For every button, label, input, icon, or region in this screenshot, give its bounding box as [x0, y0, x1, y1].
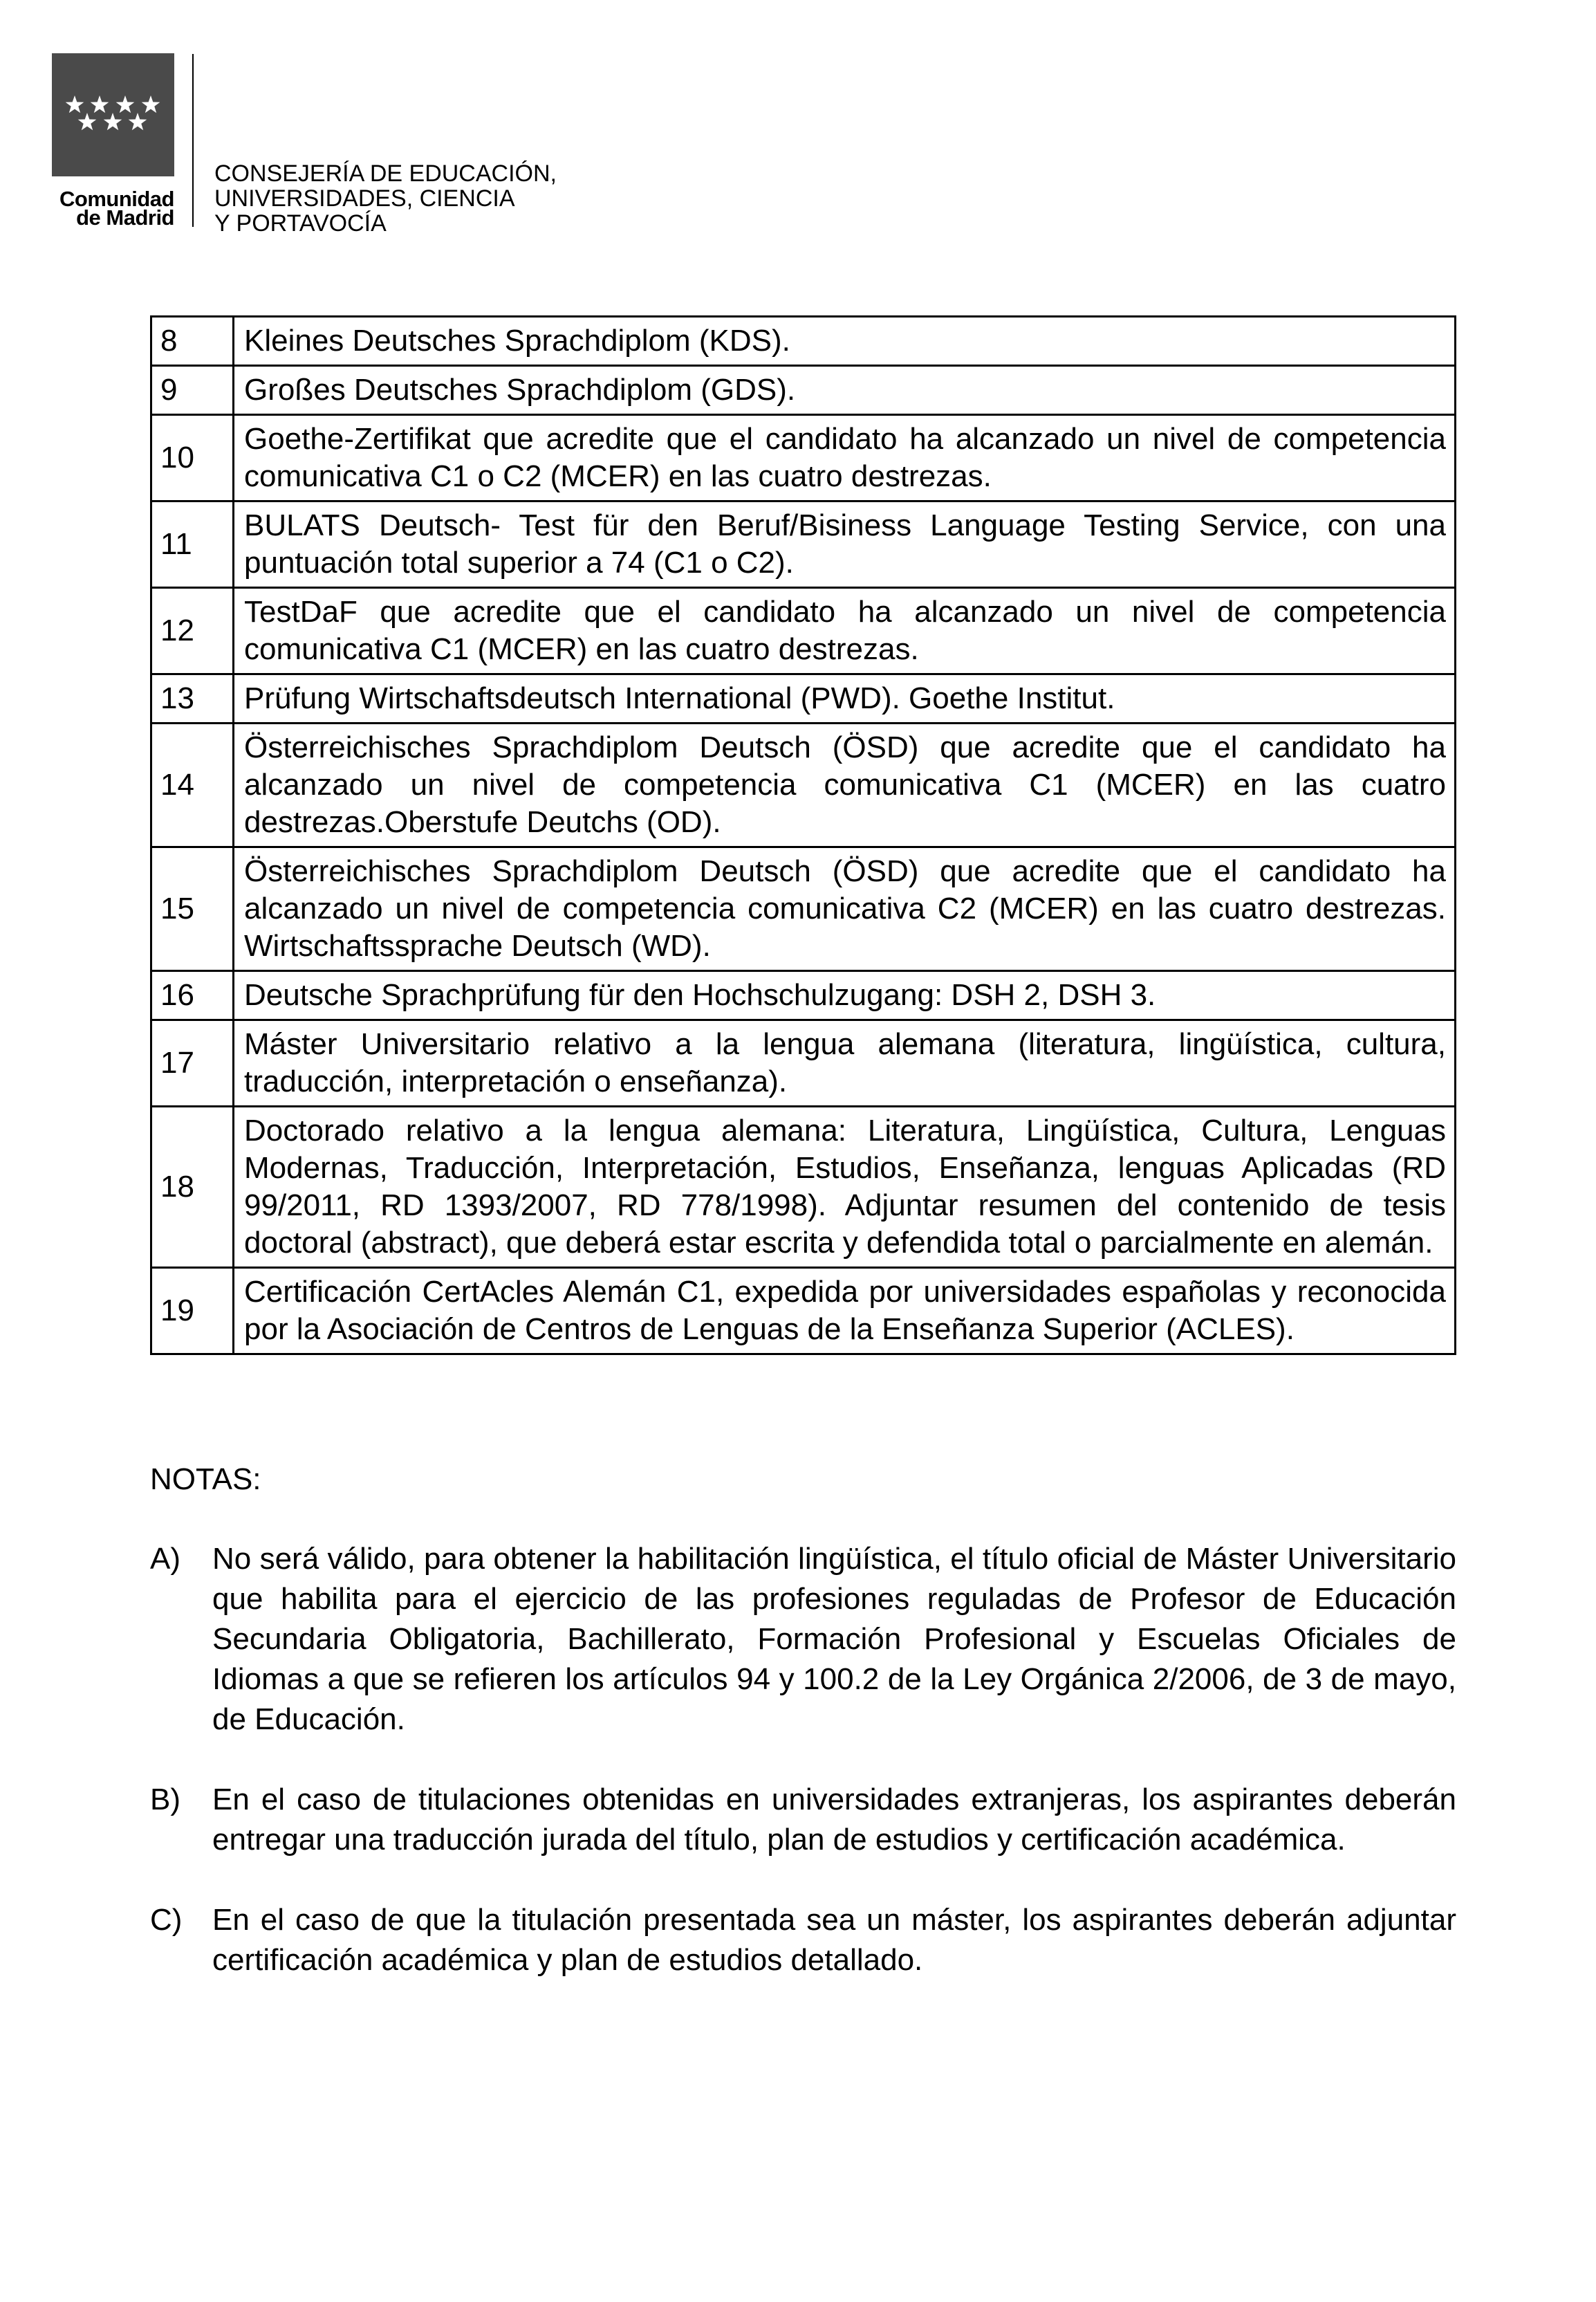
table-row — [151, 317, 1456, 366]
table-row — [151, 366, 1456, 415]
row-number: 12 — [151, 588, 234, 674]
department-line3: Y PORTAVOCÍA — [214, 210, 387, 237]
note-item — [150, 1539, 1456, 1740]
row-number: 18 — [151, 1107, 234, 1268]
table-row — [151, 588, 1456, 674]
row-number: 8 — [151, 317, 234, 366]
note-letter: A) — [150, 1542, 180, 1576]
row-number: 16 — [151, 971, 234, 1020]
table-row — [151, 1268, 1456, 1354]
table-row — [151, 1107, 1456, 1268]
table-row — [151, 724, 1456, 847]
row-description: TestDaF que acredite que el candidato ha alcanzado un nivel de competencia comunicativa C1 (MCER) en las cuatro destrezas. — [234, 588, 1456, 674]
row-number: 17 — [151, 1020, 234, 1107]
row-description: Österreichisches Sprachdiplom Deutsch (ÖSD) que acredite que el candidato ha alcanzado un nivel de competencia comunicativa C2 (MCER) en las cuatro destrezas. Wirtschaftssprache Deutsch (WD). — [234, 847, 1456, 971]
row-number: 10 — [151, 415, 234, 501]
note-letter: C) — [150, 1903, 183, 1937]
row-number: 14 — [151, 724, 234, 847]
table-row — [151, 1020, 1456, 1107]
row-number: 9 — [151, 366, 234, 415]
row-description: Großes Deutsches Sprachdiplom (GDS). — [234, 366, 1456, 415]
row-description: Goethe-Zertifikat que acredite que el candidato ha alcanzado un nivel de competencia comunicativa C1 o C2 (MCER) en las cuatro destrezas. — [234, 415, 1456, 501]
comunidad-madrid-logo — [52, 53, 174, 176]
row-description: Deutsche Sprachprüfung für den Hochschulzugang: DSH 2, DSH 3. — [234, 971, 1456, 1020]
row-number: 13 — [151, 674, 234, 724]
row-description: Doctorado relativo a la lengua alemana: Literatura, Lingüística, Cultura, Lenguas Modernas, Traducción, Interpretación, Estudios, Enseñanza, lenguas Aplicadas (RD 99/2011, RD 1393/2007, RD 778/1998). Adjuntar resumen del contenido de tesis doctoral (abstract), que deberá estar escrita y defendida total o parcialmente en alemán. — [234, 1107, 1456, 1268]
row-description: Prüfung Wirtschaftsdeutsch International (PWD). Goethe Institut. — [234, 674, 1456, 724]
row-description: BULATS Deutsch- Test für den Beruf/Bisiness Language Testing Service, con una puntuación total superior a 74 (C1 o C2). — [234, 501, 1456, 588]
table-row — [151, 971, 1456, 1020]
row-description: Certificación CertAcles Alemán C1, expedida por universidades españolas y reconocida por la Asociación de Centros de Lenguas de la Enseñanza Superior (ACLES). — [234, 1268, 1456, 1354]
row-number: 19 — [151, 1268, 234, 1354]
notes-list — [150, 1539, 1456, 2020]
notes-heading: NOTAS: — [150, 1462, 261, 1496]
note-letter: B) — [150, 1783, 180, 1816]
note-text: En el caso de titulaciones obtenidas en universidades extranjeras, los aspirantes deberán entregar una traducción jurada del título, plan de estudios y certificación académica. — [212, 1783, 1456, 1857]
logo-name-line1: Comunidad — [59, 187, 174, 211]
note-item — [150, 1900, 1456, 1980]
table-row — [151, 847, 1456, 971]
row-description: Österreichisches Sprachdiplom Deutsch (ÖSD) que acredite que el candidato ha alcanzado un nivel de competencia comunicativa C1 (MCER) en las cuatro destrezas.Oberstufe Deutchs (OD). — [234, 724, 1456, 847]
note-text: No será válido, para obtener la habilitación lingüística, el título oficial de Máster Universitario que habilita para el ejercicio de las profesiones reguladas de Profesor de Educación Secundaria Obligatoria, Bachillerato, Formación Profesional y Escuelas Oficiales de Idiomas a que se refieren los artículos 94 y 100.2 de la Ley Orgánica 2/2006, de 3 de mayo, de Educación. — [212, 1542, 1456, 1736]
row-description: Máster Universitario relativo a la lengua alemana (literatura, lingüística, cultura, traducción, interpretación o enseñanza). — [234, 1020, 1456, 1107]
department-line2: UNIVERSIDADES, CIENCIA — [214, 185, 515, 212]
certificates-table — [150, 315, 1456, 1355]
department-line1: CONSEJERÍA DE EDUCACIÓN, — [214, 160, 557, 187]
header-divider — [192, 54, 194, 227]
logo-name-line2: de Madrid — [76, 205, 174, 230]
table-row — [151, 674, 1456, 724]
note-text: En el caso de que la titulación presentada sea un máster, los aspirantes deberán adjuntar certificación académica y plan de estudios detallado. — [212, 1903, 1456, 1977]
note-item — [150, 1780, 1456, 1860]
row-number: 15 — [151, 847, 234, 971]
table-row — [151, 415, 1456, 501]
seven-stars-icon — [52, 53, 174, 176]
row-number: 11 — [151, 501, 234, 588]
table-row — [151, 501, 1456, 588]
row-description: Kleines Deutsches Sprachdiplom (KDS). — [234, 317, 1456, 366]
